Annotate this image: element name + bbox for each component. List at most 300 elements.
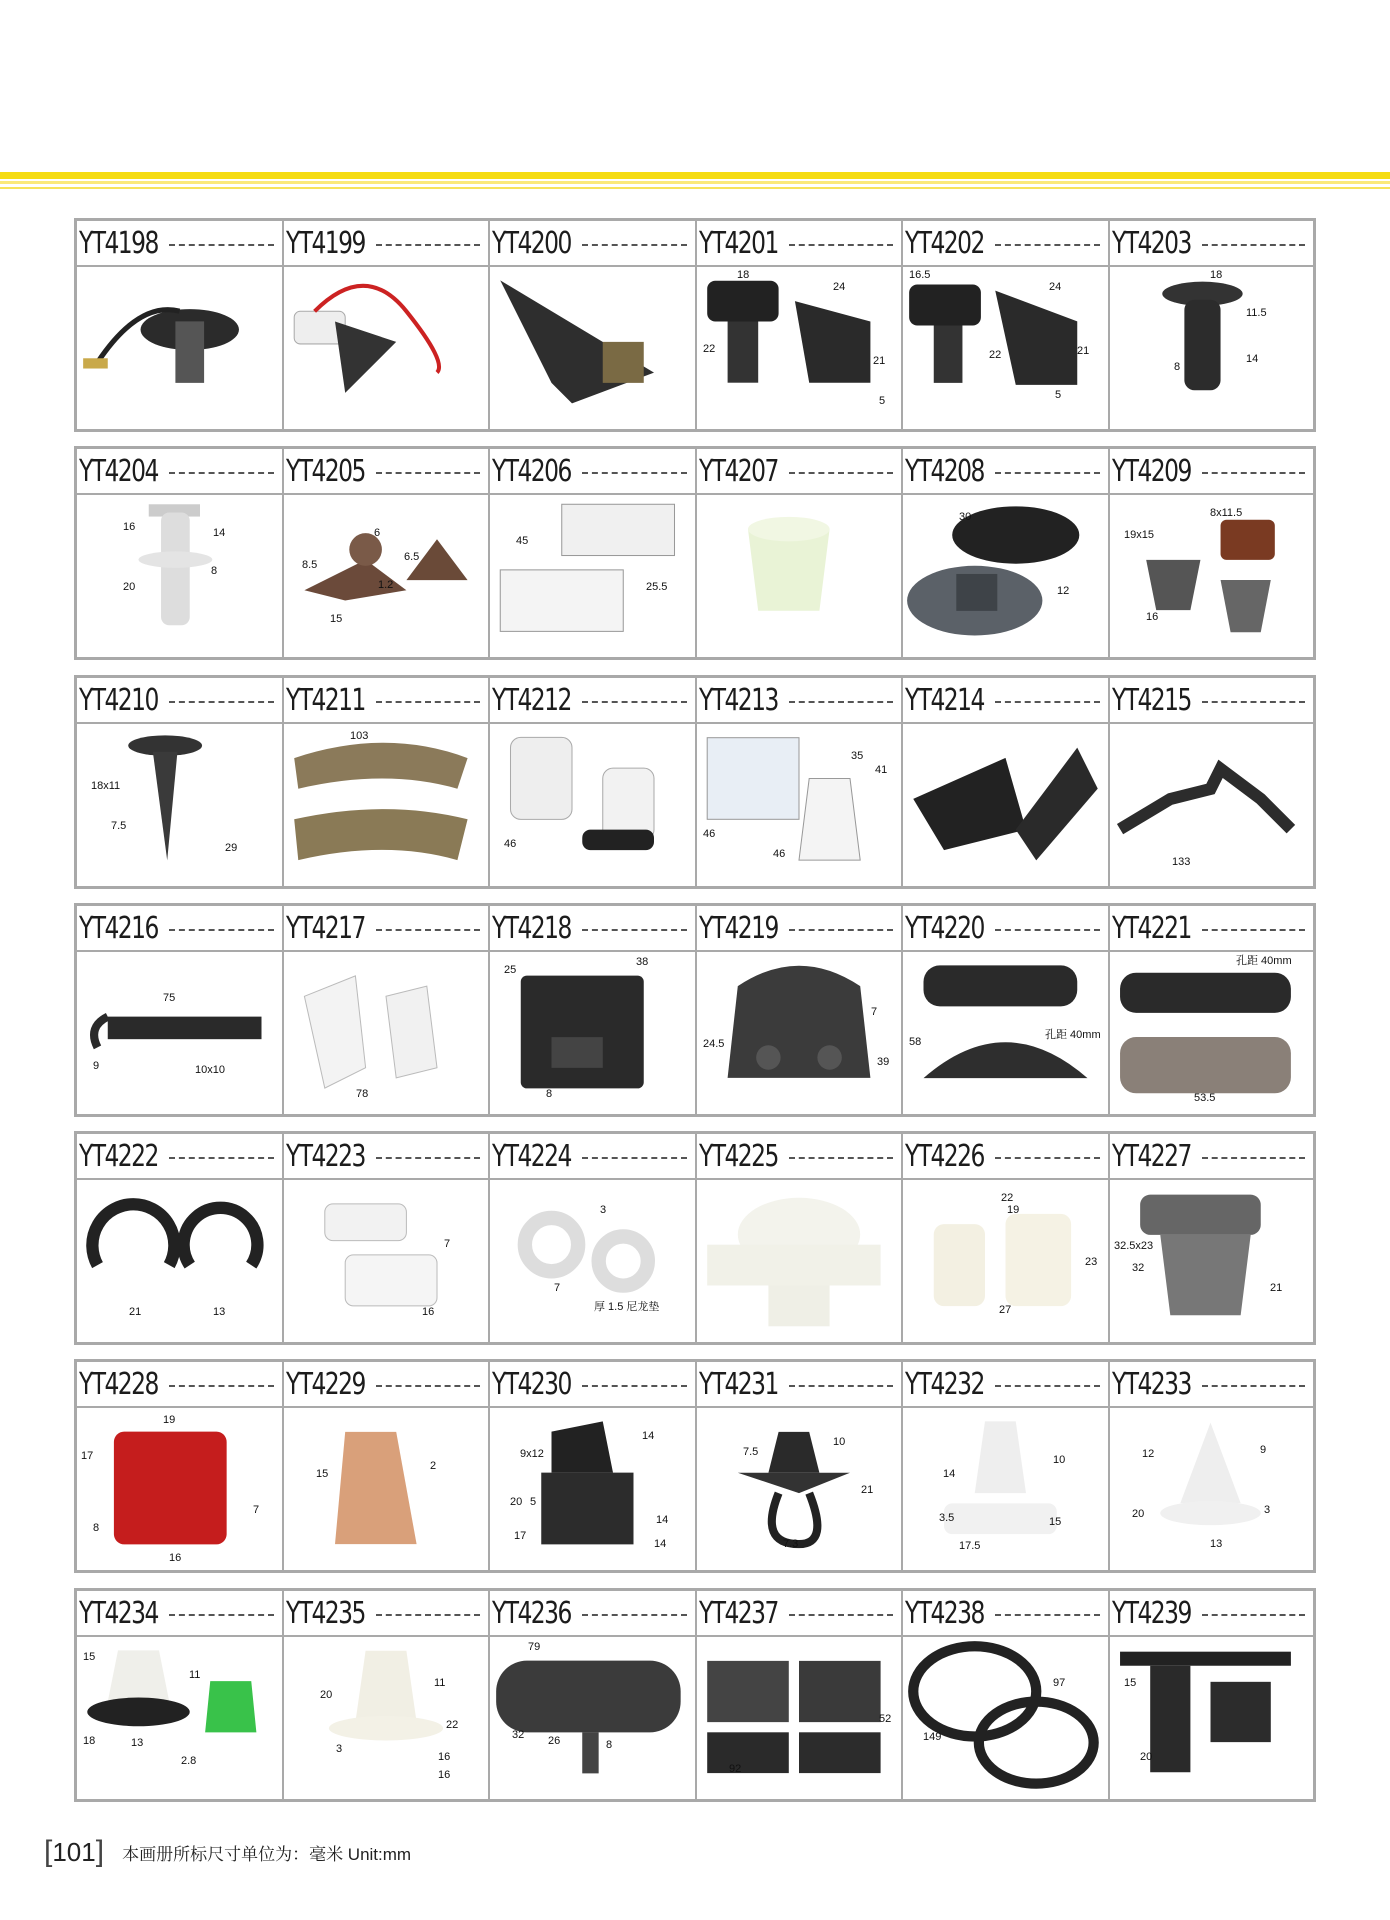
product-cell [284, 1591, 490, 1799]
part-illustration [697, 1637, 901, 1797]
header-dashed-line [169, 929, 274, 931]
product-image [903, 1408, 1108, 1570]
dimension-label: 20 [1132, 1508, 1145, 1520]
header-dashed-line [789, 929, 893, 931]
header-dashed-line [376, 701, 480, 703]
dimension-label: 8 [606, 1739, 613, 1751]
header-stripe-light [0, 181, 1390, 184]
page-number: [101] [44, 1835, 105, 1868]
dimension-label: 10 [1053, 1454, 1066, 1466]
header-dashed-line [995, 244, 1100, 246]
header-dashed-line [169, 1614, 274, 1616]
product-image [903, 724, 1108, 886]
header-stripe-thin [0, 187, 1390, 189]
model-number: YT4236 [492, 1595, 571, 1631]
dimension-label: 11 [434, 1677, 446, 1689]
header-dashed-line [169, 472, 274, 474]
model-number: YT4202 [905, 225, 984, 261]
product-image [697, 1180, 901, 1342]
dimension-label: 10 [833, 1436, 846, 1448]
product-header [77, 221, 282, 267]
product-header [490, 1134, 695, 1180]
part-illustration [284, 1637, 488, 1797]
model-number: YT4228 [79, 1366, 158, 1402]
model-number: YT4227 [1112, 1138, 1191, 1174]
product-image [284, 952, 488, 1114]
dimension-label: 26 [548, 1735, 561, 1747]
dimension-label: 14 [656, 1514, 669, 1526]
product-image [490, 724, 695, 886]
product-header [1110, 906, 1313, 952]
part-illustration [284, 495, 488, 655]
dimension-label: 35 [851, 750, 864, 762]
dimension-label: 27 [999, 1304, 1012, 1316]
product-image [697, 952, 901, 1114]
model-number: YT4221 [1112, 910, 1191, 946]
part-illustration [1110, 1180, 1311, 1340]
model-number: YT4205 [286, 453, 365, 489]
dimension-label: 7.5 [111, 820, 127, 832]
dimension-label: 58 [909, 1036, 922, 1048]
dimension-label: 30 [959, 511, 972, 523]
product-image [1110, 724, 1313, 886]
product-cell [490, 1362, 697, 1570]
header-dashed-line [995, 929, 1100, 931]
product-header [697, 1134, 901, 1180]
dimension-label: 14 [943, 1468, 956, 1480]
product-image [490, 495, 695, 657]
header-dashed-line [1202, 472, 1305, 474]
dimension-label: 25.5 [646, 581, 668, 593]
header-dashed-line [995, 472, 1100, 474]
header-dashed-line [169, 244, 274, 246]
header-dashed-line [582, 701, 687, 703]
product-cell [77, 1134, 284, 1342]
product-image [697, 1637, 901, 1799]
header-dashed-line [582, 1157, 687, 1159]
header-dashed-line [995, 701, 1100, 703]
product-cell [903, 1134, 1110, 1342]
part-illustration [284, 952, 488, 1112]
dimension-label: 32 [1132, 1262, 1145, 1274]
product-image [697, 495, 901, 657]
dimension-label: 3.5 [939, 1512, 955, 1524]
dimension-label: 19 [1007, 1204, 1020, 1216]
model-number: YT4208 [905, 453, 984, 489]
dimension-label: 39 [877, 1056, 890, 1068]
product-header [284, 1362, 488, 1408]
dimension-label: 21 [873, 355, 886, 367]
dimension-label: 5 [530, 1496, 537, 1508]
dimension-label: 20 [123, 581, 136, 593]
header-dashed-line [582, 929, 687, 931]
dimension-label: 8 [1174, 361, 1181, 373]
dimension-label: 52 [879, 1713, 892, 1725]
header-dashed-line [789, 1157, 893, 1159]
product-image [284, 267, 488, 429]
model-number: YT4226 [905, 1138, 984, 1174]
product-cell [697, 1134, 903, 1342]
model-number: YT4238 [905, 1595, 984, 1631]
model-number: YT4213 [699, 682, 778, 718]
product-header [490, 906, 695, 952]
header-stripe-yellow [0, 172, 1390, 179]
dimension-label: 15 [316, 1468, 329, 1480]
product-header [284, 449, 488, 495]
dimension-label: 53.5 [1194, 1092, 1216, 1104]
dimension-label: 20 [320, 1689, 333, 1701]
product-cell [77, 906, 284, 1114]
model-number: YT4206 [492, 453, 571, 489]
header-dashed-line [376, 244, 480, 246]
dimension-label: 23 [1085, 1256, 1098, 1268]
dimension-label: 16 [438, 1751, 451, 1763]
dimension-label: 7 [253, 1504, 260, 1516]
product-header [1110, 449, 1313, 495]
product-image [1110, 1180, 1313, 1342]
product-cell [77, 678, 284, 886]
model-number: YT4231 [699, 1366, 778, 1402]
part-illustration [284, 724, 488, 884]
part-illustration [1110, 267, 1311, 427]
product-header [697, 449, 901, 495]
dimension-label: 45 [516, 535, 529, 547]
model-number: YT4201 [699, 225, 778, 261]
dimension-label: 14 [213, 527, 226, 539]
product-cell [903, 221, 1110, 429]
dimension-label: 12 [1057, 585, 1070, 597]
dimension-label: 16 [123, 521, 136, 533]
header-dashed-line [169, 701, 274, 703]
model-number: YT4239 [1112, 1595, 1191, 1631]
part-illustration [1110, 495, 1311, 655]
part-illustration [903, 1408, 1108, 1568]
header-dashed-line [376, 1385, 480, 1387]
header-dashed-line [789, 472, 893, 474]
product-image [697, 724, 901, 886]
part-illustration [697, 267, 901, 427]
product-image [284, 724, 488, 886]
dimension-label: 14 [654, 1538, 667, 1550]
header-dashed-line [376, 472, 480, 474]
header-dashed-line [1202, 929, 1305, 931]
dimension-label: 21 [861, 1484, 874, 1496]
dimension-label: 5 [879, 395, 886, 407]
dimension-label: 15 [330, 613, 343, 625]
header-dashed-line [169, 1157, 274, 1159]
dimension-label: 2.8 [181, 1755, 197, 1767]
model-number: YT4216 [79, 910, 158, 946]
product-header [77, 1134, 282, 1180]
dimension-label: 18 [1210, 269, 1223, 281]
product-header [284, 221, 488, 267]
product-cell [284, 1362, 490, 1570]
dimension-label: 3 [336, 1743, 343, 1755]
dimension-label: 22 [989, 349, 1002, 361]
header-dashed-line [1202, 244, 1305, 246]
product-cell [1110, 906, 1313, 1114]
part-illustration [903, 495, 1108, 655]
dimension-label: 14 [642, 1430, 655, 1442]
header-dashed-line [789, 244, 893, 246]
part-illustration [490, 1637, 695, 1797]
model-number: YT4215 [1112, 682, 1191, 718]
dimension-label: 22 [703, 343, 716, 355]
model-number: YT4230 [492, 1366, 571, 1402]
product-header [284, 678, 488, 724]
product-cell [697, 449, 903, 657]
model-number: YT4235 [286, 1595, 365, 1631]
model-number: YT4210 [79, 682, 158, 718]
product-row [74, 675, 1316, 889]
dimension-label: 15 [83, 1651, 96, 1663]
header-dashed-line [995, 1157, 1100, 1159]
product-image [284, 1180, 488, 1342]
product-header [284, 1134, 488, 1180]
model-number: YT4199 [286, 225, 365, 261]
model-number: YT4225 [699, 1138, 778, 1174]
product-header [903, 1362, 1108, 1408]
product-header [490, 1591, 695, 1637]
product-cell [77, 449, 284, 657]
product-cell [490, 678, 697, 886]
dimension-label: 41 [875, 764, 888, 776]
dimension-label: 38 [636, 956, 649, 968]
part-illustration [697, 724, 901, 884]
dimension-label: 8 [211, 565, 218, 577]
product-header [490, 221, 695, 267]
dimension-label: 8x11.5 [1210, 507, 1243, 519]
product-image [1110, 1637, 1313, 1799]
dimension-label: 18 [737, 269, 750, 281]
header-dashed-line [789, 701, 893, 703]
product-image [490, 1637, 695, 1799]
product-cell [697, 1362, 903, 1570]
product-row [74, 903, 1316, 1117]
dimension-label: 103 [350, 730, 369, 742]
dimension-label: 17.5 [959, 1540, 981, 1552]
dimension-label: 孔距 40mm [1236, 955, 1292, 967]
dimension-label: 16 [438, 1769, 451, 1781]
product-header [77, 1362, 282, 1408]
model-number: YT4218 [492, 910, 571, 946]
dimension-label: 9 [1260, 1444, 1267, 1456]
part-illustration [903, 1180, 1108, 1340]
product-image [77, 724, 282, 886]
product-header [77, 449, 282, 495]
part-illustration [77, 1637, 282, 1797]
product-cell [903, 449, 1110, 657]
product-cell [490, 221, 697, 429]
dimension-label: 25 [504, 964, 517, 976]
dimension-label: 19 [163, 1414, 176, 1426]
header-dashed-line [1202, 1157, 1305, 1159]
header-dashed-line [582, 1614, 687, 1616]
model-number: YT4223 [286, 1138, 365, 1174]
product-image [77, 267, 282, 429]
product-image [77, 1637, 282, 1799]
model-number: YT4220 [905, 910, 984, 946]
part-illustration [77, 952, 282, 1112]
product-cell [490, 1134, 697, 1342]
part-illustration [284, 267, 488, 427]
header-dashed-line [789, 1614, 893, 1616]
product-cell [284, 221, 490, 429]
dimension-label: 6.5 [404, 551, 420, 563]
model-number: YT4209 [1112, 453, 1191, 489]
dimension-label: 97 [1053, 1677, 1066, 1689]
product-image [284, 495, 488, 657]
dimension-label: 15 [1124, 1677, 1137, 1689]
product-cell [77, 221, 284, 429]
product-cell [1110, 1362, 1313, 1570]
product-cell [903, 1591, 1110, 1799]
product-cell [284, 449, 490, 657]
product-cell [1110, 1591, 1313, 1799]
dimension-label: 21 [1270, 1282, 1283, 1294]
dimension-label: 17 [514, 1530, 527, 1542]
dimension-label: 7.5 [743, 1446, 759, 1458]
dimension-label: 20 [510, 1496, 523, 1508]
product-row [74, 1359, 1316, 1573]
header-dashed-line [582, 244, 687, 246]
header-dashed-line [789, 1385, 893, 1387]
product-cell [697, 1591, 903, 1799]
model-number: YT4237 [699, 1595, 778, 1631]
part-illustration [490, 952, 695, 1112]
product-header [77, 906, 282, 952]
product-cell [697, 221, 903, 429]
dimension-label: 24.5 [703, 1038, 725, 1050]
product-row [74, 1131, 1316, 1345]
product-cell [284, 906, 490, 1114]
part-illustration [1110, 724, 1311, 884]
product-cell [903, 678, 1110, 886]
product-header [903, 1591, 1108, 1637]
product-header [903, 906, 1108, 952]
product-header [1110, 221, 1313, 267]
dimension-label: 8 [93, 1522, 100, 1534]
product-image [77, 952, 282, 1114]
dimension-label: 11.5 [1246, 307, 1267, 319]
part-illustration [77, 267, 282, 427]
dimension-label: 24 [833, 281, 846, 293]
dimension-label: 7 [444, 1238, 451, 1250]
dimension-label: 7.3 [783, 1538, 799, 1550]
product-row [74, 446, 1316, 660]
part-illustration [284, 1180, 488, 1340]
part-illustration [490, 1180, 695, 1340]
product-header [490, 678, 695, 724]
dimension-label: 12 [1142, 1448, 1155, 1460]
product-image [1110, 495, 1313, 657]
product-header [1110, 678, 1313, 724]
part-illustration [77, 1408, 282, 1568]
dimension-label: 3 [1264, 1504, 1271, 1516]
product-image [490, 1408, 695, 1570]
dimension-label: 孔距 40mm [1045, 1029, 1101, 1041]
header-dashed-line [1202, 1614, 1305, 1616]
product-cell [490, 906, 697, 1114]
dimension-label: 10x10 [195, 1064, 225, 1076]
product-cell [284, 678, 490, 886]
dimension-label: 13 [131, 1737, 144, 1749]
product-image [284, 1408, 488, 1570]
model-number: YT4212 [492, 682, 571, 718]
header-dashed-line [995, 1614, 1100, 1616]
product-image [490, 267, 695, 429]
product-cell [697, 906, 903, 1114]
product-image [1110, 267, 1313, 429]
model-number: YT4234 [79, 1595, 158, 1631]
product-cell [1110, 449, 1313, 657]
product-image [284, 1637, 488, 1799]
product-image [1110, 952, 1313, 1114]
product-cell [1110, 221, 1313, 429]
dimension-label: 21 [1077, 345, 1090, 357]
header-dashed-line [376, 1157, 480, 1159]
part-illustration [903, 1637, 1108, 1797]
part-illustration [77, 495, 282, 655]
part-illustration [77, 724, 282, 884]
product-cell [490, 1591, 697, 1799]
product-image [903, 267, 1108, 429]
product-image [903, 495, 1108, 657]
dimension-label: 7 [871, 1006, 878, 1018]
dimension-label: 22 [446, 1719, 459, 1731]
product-image [77, 1180, 282, 1342]
product-cell [697, 678, 903, 886]
model-number: YT4211 [286, 682, 365, 718]
dimension-label: 21 [129, 1306, 142, 1318]
model-number: YT4222 [79, 1138, 158, 1174]
dimension-label: 8 [546, 1088, 553, 1100]
header-dashed-line [169, 1385, 274, 1387]
header-dashed-line [995, 1385, 1100, 1387]
dimension-label: 14 [1246, 353, 1259, 365]
header-dashed-line [376, 1614, 480, 1616]
product-header [490, 449, 695, 495]
product-header [77, 678, 282, 724]
dimension-label: 3 [600, 1204, 607, 1216]
model-number: YT4200 [492, 225, 571, 261]
product-header [1110, 1591, 1313, 1637]
product-header [284, 1591, 488, 1637]
dimension-label: 16 [169, 1552, 182, 1564]
product-header [697, 1362, 901, 1408]
dimension-label: 32.5x23 [1114, 1240, 1154, 1252]
dimension-label: 17 [81, 1450, 94, 1462]
product-image [903, 1637, 1108, 1799]
product-image [77, 1408, 282, 1570]
model-number: YT4214 [905, 682, 984, 718]
product-header [1110, 1362, 1313, 1408]
product-header [903, 1134, 1108, 1180]
part-illustration [697, 495, 901, 655]
dimension-label: 厚 1.5 尼龙垫 [594, 1301, 660, 1313]
model-number: YT4229 [286, 1366, 365, 1402]
product-header [697, 906, 901, 952]
dimension-label: 5 [1055, 389, 1062, 401]
product-row [74, 218, 1316, 432]
dimension-label: 13 [1210, 1538, 1223, 1550]
product-header [697, 221, 901, 267]
model-number: YT4198 [79, 225, 158, 261]
unit-note: 本画册所标尺寸单位为：毫米 Unit:mm [122, 1844, 412, 1864]
dimension-label: 19x15 [1124, 529, 1154, 541]
product-header [903, 221, 1108, 267]
product-cell [1110, 1134, 1313, 1342]
